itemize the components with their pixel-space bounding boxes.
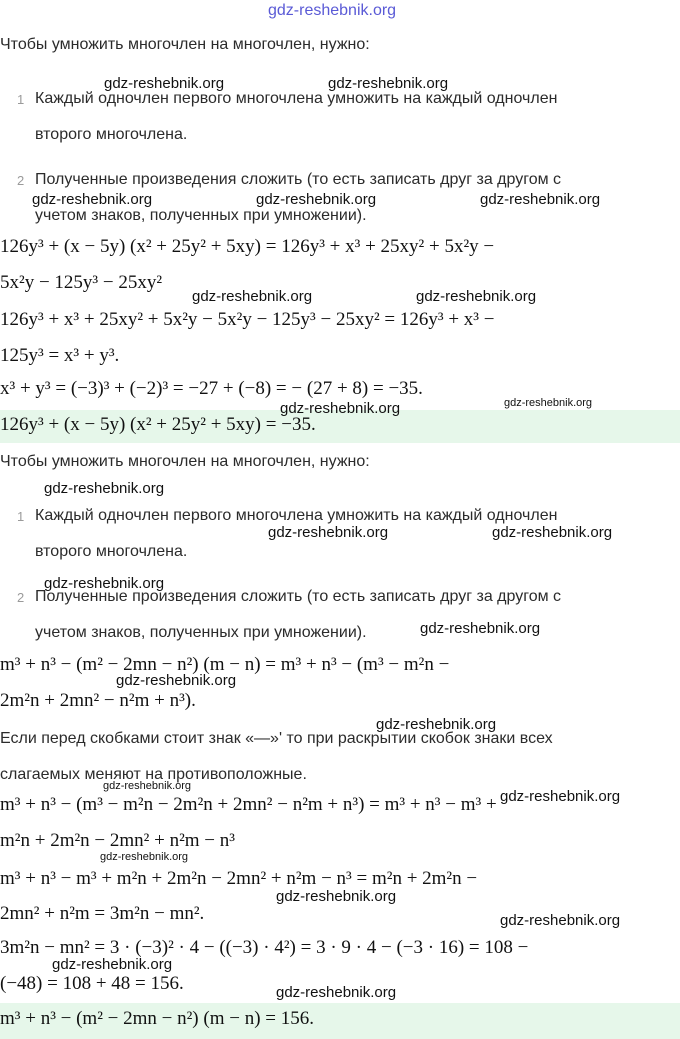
step-text: учетом знаков, полученных при умножении). xyxy=(35,624,367,641)
watermark: gdz-reshebnik.org xyxy=(52,956,173,973)
watermark: gdz-reshebnik.org xyxy=(256,191,377,208)
step-text: Каждый одночлен первого многочлена умножить на каждый одночлен xyxy=(35,507,558,524)
math-line: m³ + n³ − m³ + m²n + 2m²n − 2mn² + n²m − n³ = m²n + 2m²n − xyxy=(0,868,478,889)
math-line: x³ + y³ = (−3)³ + (−2)³ = −27 + (−8) = − (27 + 8) = −35. xyxy=(0,378,423,399)
note-text: Если перед скобками стоит знак «—»' то при раскрытии скобок знаки всех xyxy=(0,730,553,747)
step-number: 1 xyxy=(17,92,25,107)
math-line: 2mn² + n²m = 3m²n − mn². xyxy=(0,903,205,924)
watermark: gdz-reshebnik.org xyxy=(276,984,397,1001)
watermark: gdz-reshebnik.org xyxy=(500,788,621,805)
watermark: gdz-reshebnik.org xyxy=(504,397,593,409)
watermark: gdz-reshebnik.org xyxy=(480,191,601,208)
step-number: 2 xyxy=(17,590,25,605)
watermark: gdz-reshebnik.org xyxy=(376,716,497,733)
watermark: gdz-reshebnik.org xyxy=(44,575,165,592)
step-text: второго многочлена. xyxy=(35,543,188,560)
watermark: gdz-reshebnik.org xyxy=(328,75,449,92)
watermark: gdz-reshebnik.org xyxy=(268,524,389,541)
watermark: gdz-reshebnik.org xyxy=(280,400,401,417)
math-line: m²n + 2m²n − 2mn² + n²m − n³ xyxy=(0,830,235,851)
math-line: 125y³ = x³ + y³. xyxy=(0,345,120,366)
watermark: gdz-reshebnik.org xyxy=(44,480,165,497)
intro-text-2: Чтобы умножить многочлен на многочлен, нужно: xyxy=(0,453,370,470)
math-line: 126y³ + (x − 5y) (x² + 25y² + 5xy) = 126y³ + x³ + 25xy² + 5x²y − xyxy=(0,236,495,257)
math-line: 5x²y − 125y³ − 25xy² xyxy=(0,272,163,293)
step-text: Каждый одночлен первого многочлена умножить на каждый одночлен xyxy=(35,90,558,107)
intro-text-1: Чтобы умножить многочлен на многочлен, нужно: xyxy=(0,36,370,53)
step-number: 2 xyxy=(17,173,25,188)
step-text: Полученные произведения сложить (то есть записать друг за другом с xyxy=(35,171,562,188)
watermark: gdz-reshebnik.org xyxy=(416,288,537,305)
watermark: gdz-reshebnik.org xyxy=(500,912,621,929)
step-text: учетом знаков, полученных при умножении). xyxy=(35,207,367,224)
math-line: m³ + n³ − (m² − 2mn − n²) (m − n) = m³ + n³ − (m³ − m²n − xyxy=(0,654,450,675)
answer-line: 126y³ + (x − 5y) (x² + 25y² + 5xy) = −35. xyxy=(0,414,316,435)
watermark: gdz-reshebnik.org xyxy=(492,524,613,541)
math-line: (−48) = 108 + 48 = 156. xyxy=(0,973,184,994)
watermark: gdz-reshebnik.org xyxy=(420,620,541,637)
watermark: gdz-reshebnik.org xyxy=(100,851,189,863)
step-number: 1 xyxy=(17,509,25,524)
watermark: gdz-reshebnik.org xyxy=(32,191,153,208)
step-text: второго многочлена. xyxy=(35,126,188,143)
watermark: gdz-reshebnik.org xyxy=(192,288,313,305)
watermark: gdz-reshebnik.org xyxy=(104,75,225,92)
watermark: gdz-reshebnik.org xyxy=(268,2,397,19)
watermark: gdz-reshebnik.org xyxy=(103,780,192,792)
math-line: 3m²n − mn² = 3 · (−3)² · 4 − ((−3) · 4²) = 3 · 9 · 4 − (−3 · 16) = 108 − xyxy=(0,937,529,958)
watermark: gdz-reshebnik.org xyxy=(116,672,237,689)
math-line: 2m²n + 2mn² − n²m + n³). xyxy=(0,690,196,711)
math-line: m³ + n³ − (m³ − m²n − 2m²n + 2mn² − n²m + n³) = m³ + n³ − m³ + xyxy=(0,794,497,815)
watermark: gdz-reshebnik.org xyxy=(276,888,397,905)
math-line: 126y³ + x³ + 25xy² + 5x²y − 5x²y − 125y³ − 25xy² = 126y³ + x³ − xyxy=(0,309,495,330)
note-text: слагаемых меняют на противоположные. xyxy=(0,766,307,783)
step-text: Полученные произведения сложить (то есть записать друг за другом с xyxy=(35,588,562,605)
answer-line: m³ + n³ − (m² − 2mn − n²) (m − n) = 156. xyxy=(0,1008,315,1029)
